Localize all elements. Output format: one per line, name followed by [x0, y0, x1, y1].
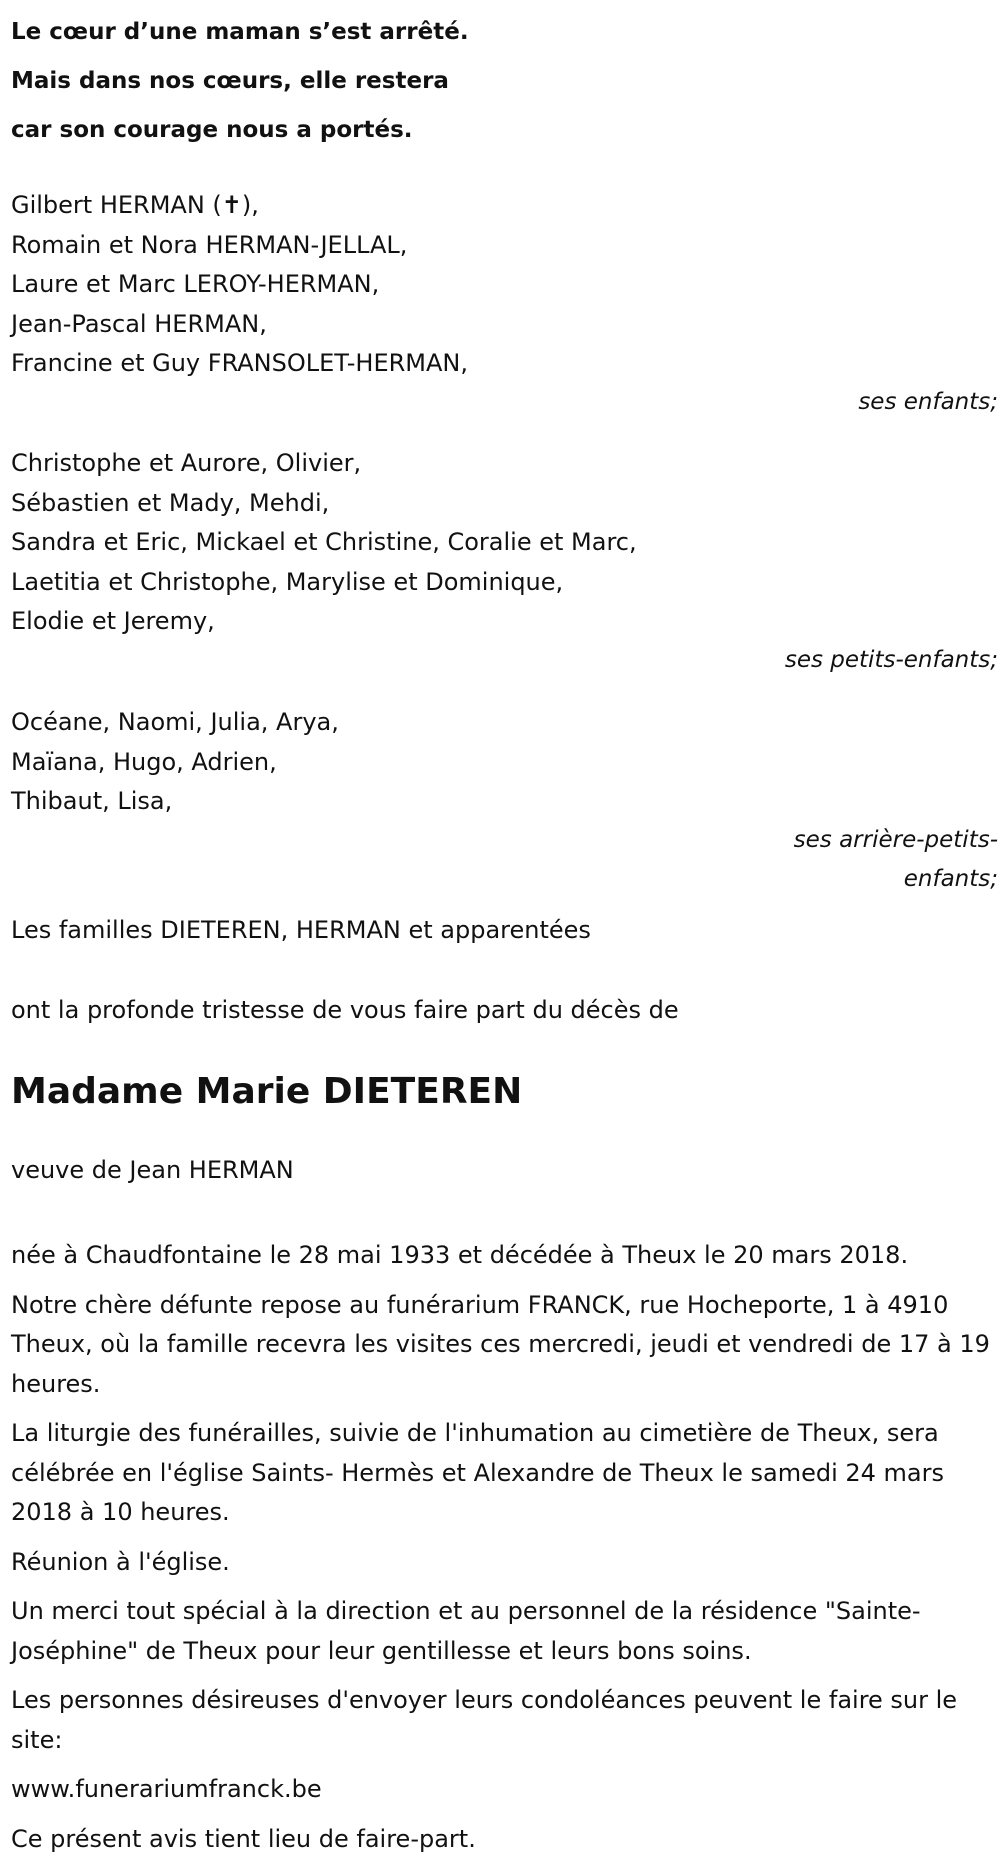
birth-death-dates: née à Chaudfontaine le 28 mai 1933 et décédée à Theux le 20 mars 2018. [11, 1236, 1000, 1276]
funerarium-info: Notre chère défunte repose au funérarium FRANCK, rue Hocheporte, 1 à 4910 Theux, où la famille recevra les visites ces mercredi, jeudi et vendredi de 17 à 19 heures. [11, 1286, 1000, 1405]
family-line: Maïana, Hugo, Adrien, [11, 743, 1000, 783]
deceased-name: Madame Marie DIETEREN [11, 1067, 1000, 1117]
great-grandchildren-list [11, 703, 1000, 822]
poem-line: car son courage nous a portés. [11, 106, 1000, 155]
family-line: Christophe et Aurore, Olivier, [11, 444, 1000, 484]
family-line: Gilbert HERMAN (✝), [11, 186, 1000, 226]
opening-poem [11, 8, 1000, 155]
family-line: Francine et Guy FRANSOLET-HERMAN, [11, 344, 1000, 384]
family-line: Romain et Nora HERMAN-JELLAL, [11, 226, 1000, 266]
grandchildren-list [11, 444, 1000, 642]
family-line: Océane, Naomi, Julia, Arya, [11, 703, 1000, 743]
family-line: Laetitia et Christophe, Marylise et Dominique, [11, 563, 1000, 603]
family-line: Sébastien et Mady, Mehdi, [11, 484, 1000, 524]
condolences-note: Les personnes désireuses d'envoyer leurs condoléances peuvent le faire sur le site: [11, 1681, 1000, 1760]
poem-line: Mais dans nos cœurs, elle restera [11, 57, 1000, 106]
website-link[interactable]: www.funerariumfranck.be [11, 1770, 1000, 1810]
closing-note: Ce présent avis tient lieu de faire-part. [11, 1820, 1000, 1859]
thanks-note: Un merci tout spécial à la direction et au personnel de la résidence "Sainte-Joséphine" de Theux pour leur gentillesse et leurs bons soins. [11, 1592, 1000, 1671]
family-line: Laure et Marc LEROY-HERMAN, [11, 265, 1000, 305]
widow-of: veuve de Jean HERMAN [11, 1151, 1000, 1191]
gathering-info: Réunion à l'église. [11, 1543, 1000, 1583]
role-grandchildren: ses petits-enfants; [11, 641, 998, 681]
announcement-intro: ont la profonde tristesse de vous faire part du décès de [11, 991, 1000, 1031]
family-line: Elodie et Jeremy, [11, 602, 1000, 642]
families-line: Les familles DIETEREN, HERMAN et apparentées [11, 911, 1000, 951]
family-line: Sandra et Eric, Mickael et Christine, Coralie et Marc, [11, 523, 1000, 563]
funeral-ceremony-info: La liturgie des funérailles, suivie de l'inhumation au cimetière de Theux, sera célébrée en l'église Saints- Hermès et Alexandre de Theux le samedi 24 mars 2018 à 10 heures. [11, 1414, 1000, 1533]
role-children: ses enfants; [11, 383, 998, 423]
family-line: Thibaut, Lisa, [11, 782, 1000, 822]
children-list [11, 186, 1000, 384]
obituary-notice [11, 0, 1000, 1859]
poem-line: Le cœur d’une maman s’est arrêté. [11, 8, 1000, 57]
role-great-grandchildren: ses arrière-petits-enfants; [768, 821, 998, 900]
family-line: Jean-Pascal HERMAN, [11, 305, 1000, 345]
